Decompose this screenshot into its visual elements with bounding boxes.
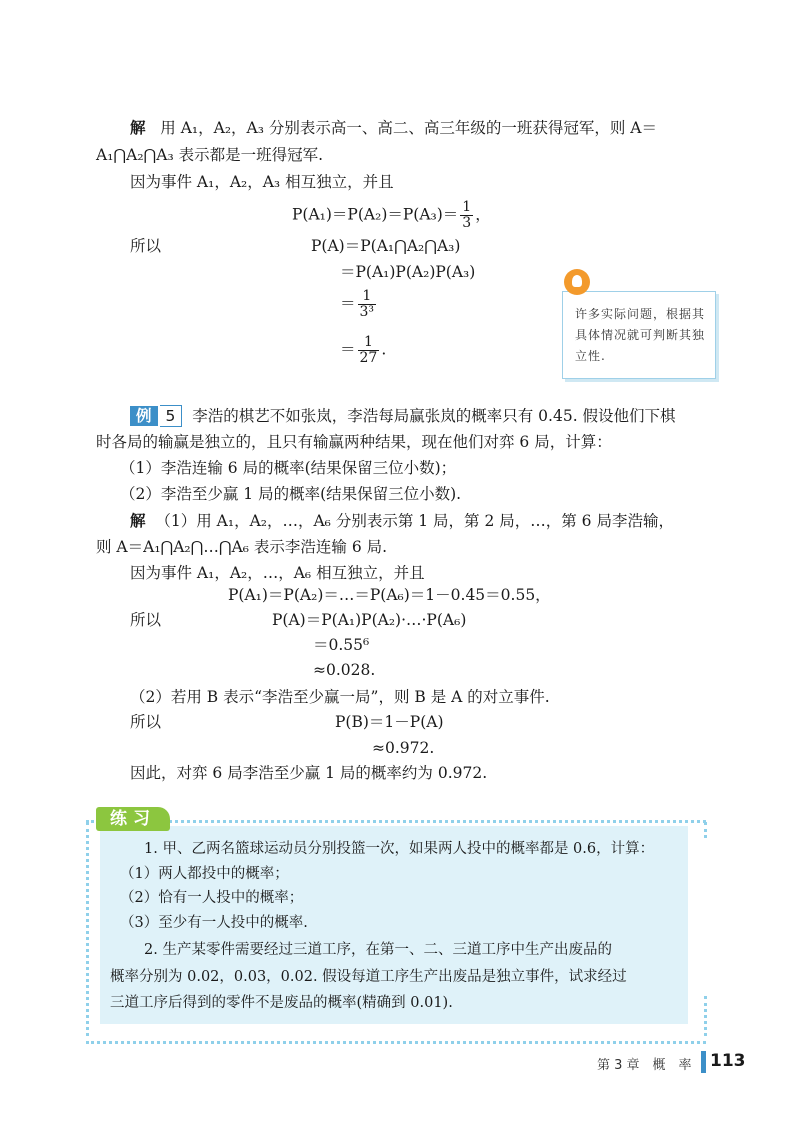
question-1: （1）李浩连输 6 局的概率(结果保留三位小数)； [120,459,457,477]
example-conclusion: 因此，对弈 6 局李浩至少赢 1 局的概率约为 0.972. [130,764,488,782]
example-equation-1: P(A₁)＝P(A₂)＝…＝P(A₆)＝1－0.45＝0.55， [228,586,551,604]
page-number: 113 [710,1051,746,1071]
equation-2: P(A)＝P(A₁⋂A₂⋂A₃) [311,237,461,255]
equation-1: P(A₁)＝P(A₂)＝P(A₃)＝ $\frac{1}{3}$ ， [292,199,491,231]
so-label-1: 所以 [130,237,162,255]
equation-3: ＝P(A₁)P(A₂)P(A₃) [340,263,476,281]
example-equation-5: P(B)＝1－P(A) [335,713,444,731]
fraction-one-over-three-cubed: $\frac{1}{\text{3³}}$ [359,288,375,320]
practice-item-2-line-3: 三道工序后得到的零件不是废品的概率(精确到 0.01). [110,995,453,1011]
practice-right-border [704,822,707,838]
practice-item-2-line-2: 概率分别为 0.02，0.03，0.02. 假设每道工序生产出废品是独立事件，试求经过 [110,969,627,985]
example-equation-3: ＝0.55⁶ [313,636,370,654]
equation-5: ＝ $\frac{1}{27}$ . [340,334,387,366]
practice-item-1a: （1）两人都投中的概率； [120,866,289,882]
solution-text-1: 用 A₁，A₂，A₃ 分别表示高一、高二、高三年级的一班获得冠军，则 A＝ [160,119,657,137]
footer-accent-bar [701,1051,706,1073]
example-part-2: （2）若用 B 表示“李浩至少赢一局”，则 B 是 A 的对立事件. [130,688,550,706]
question-2: （2）李浩至少赢 1 局的概率(结果保留三位小数). [120,485,462,503]
practice-item-1: 1. 甲、乙两名篮球运动员分别投篮一次，如果两人投中的概率都是 0.6，计算： [144,841,655,857]
lightbulb-icon [564,269,590,295]
example-equation-6: ≈0.972. [372,739,435,757]
example-5-line-1: 例 5 李浩的棋艺不如张岚，李浩每局赢张岚的概率只有 0.45. 假设他们下棋 [130,405,676,427]
solution-line-3: 因为事件 A₁，A₂，A₃ 相互独立，并且 [130,173,394,191]
example-equation-4: ≈0.028. [313,661,376,679]
side-note [562,291,716,379]
example-tag: 例 [130,406,158,426]
example-solution-label: 解 [130,511,146,530]
side-note-text: 许多实际问题，根据其具体情况就可判断其独立性. [575,307,706,363]
practice-item-1b: （2）恰有一人投中的概率； [120,890,304,906]
example-number: 5 [160,405,183,427]
practice-item-2: 2. 生产某零件需要经过三道工序，在第一、二、三道工序中生产出废品的 [144,942,612,958]
example-so-label-2: 所以 [130,713,162,731]
example-so-label-1: 所以 [130,611,162,629]
example-solution-line-3: 因为事件 A₁，A₂，…，A₆ 相互独立，并且 [130,564,425,582]
solution-line-2: A₁⋂A₂⋂A₃ 表示都是一班得冠军. [96,146,324,164]
equation-4: ＝ $\frac{1}{\text{3³}}$ [340,288,375,320]
example-5-line-2: 时各局的输赢是独立的，且只有输赢两种结果，现在他们对弈 6 局，计算： [96,433,612,451]
fraction-one-over-27: $\frac{1}{27}$ [359,334,378,366]
solution-label: 解 [130,118,146,137]
example-equation-2: P(A)＝P(A₁)P(A₂)·…·P(A₆) [272,611,467,629]
practice-left-border [86,822,89,1036]
fraction-one-third: $\frac{1}{3}$ [462,199,472,231]
practice-item-1c: （3）至少有一人投中的概率. [120,915,308,931]
chapter-label: 第 3 章 概 率 [597,1058,692,1073]
practice-title: 练习 [96,807,170,831]
example-solution-line-1: 解 （1）用 A₁，A₂，…，A₆ 分别表示第 1 局，第 2 局，…，第 6 局李浩输， [130,511,674,530]
practice-right-border-bottom [704,996,707,1036]
example-solution-line-2: 则 A＝A₁⋂A₂⋂…⋂A₆ 表示李浩连输 6 局. [96,538,388,556]
solution-line-1 [130,118,657,138]
